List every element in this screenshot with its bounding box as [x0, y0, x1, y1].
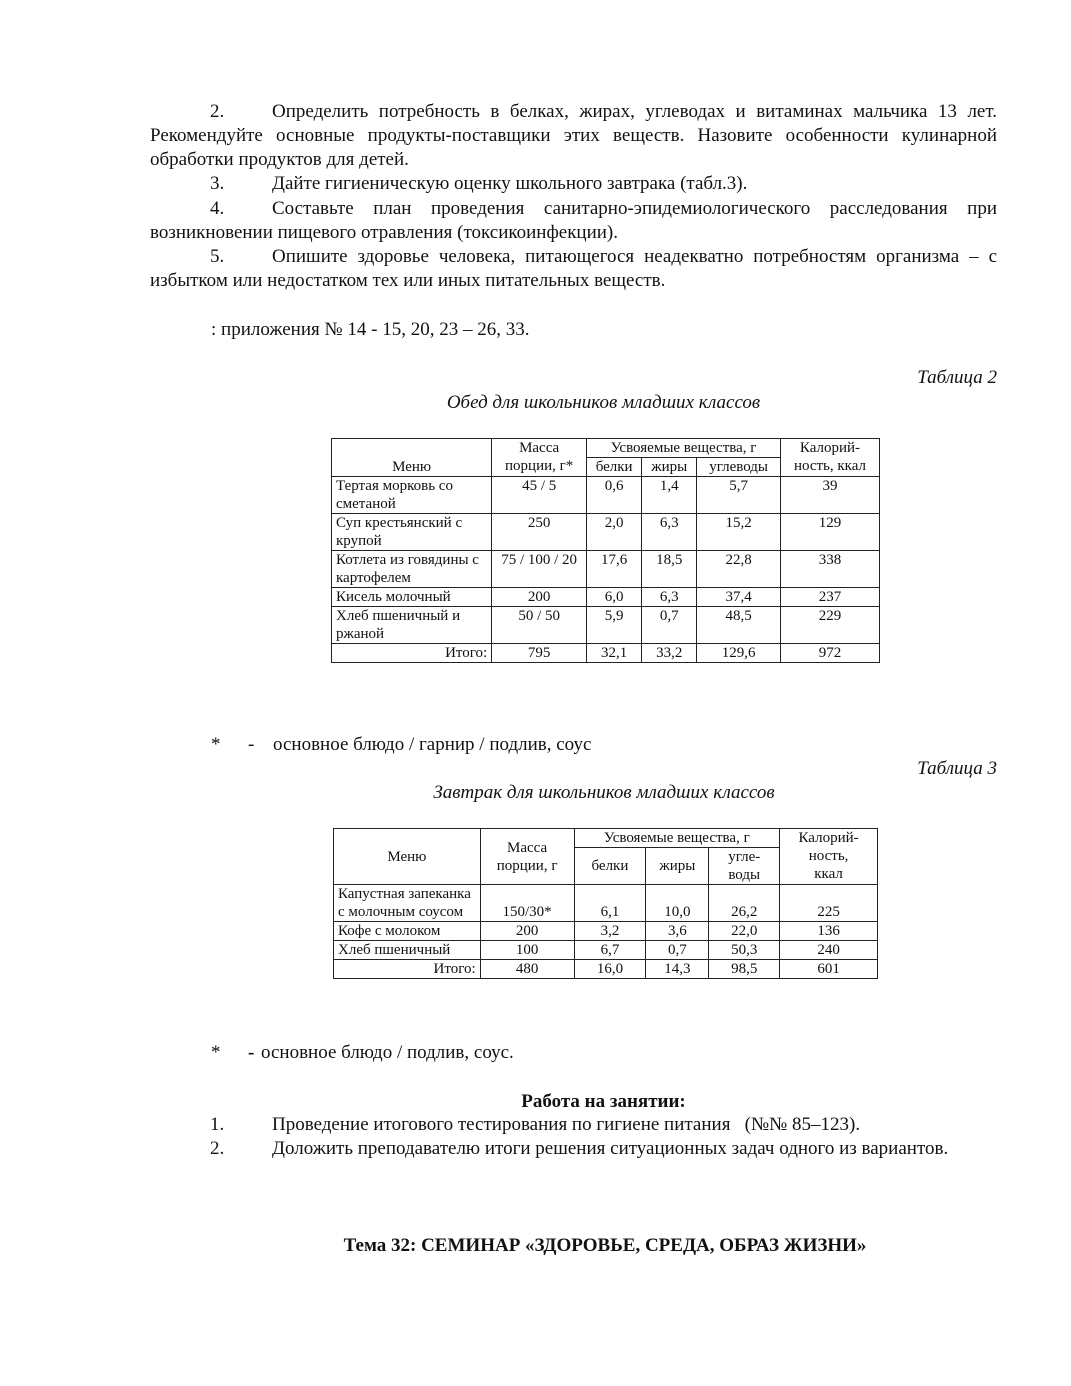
item-text: Опишите здоровье человека, питающегося неадекватно потребностям организма – с избытком или недостатком тех или иных питательных веществ.: [150, 246, 997, 291]
cell-mass: 200: [480, 922, 574, 941]
footnote3-star: *: [211, 1042, 221, 1063]
cell-menu: Тертая морковь со сметаной: [332, 477, 492, 514]
cell-carbs: 22,8: [697, 551, 781, 588]
header-fat: жиры: [642, 458, 697, 477]
cell-carbs: 50,3: [709, 941, 780, 960]
header-menu: Меню: [334, 829, 481, 885]
table3-caption: Завтрак для школьников младших классов: [433, 782, 775, 803]
intro-item-3: [150, 172, 997, 196]
cell-menu: Капустная запеканка с молочным соусом: [334, 885, 481, 922]
cell-carbs: 26,2: [709, 885, 780, 922]
cell-menu: Хлеб пшеничный и ржаной: [332, 607, 492, 644]
table2: [331, 438, 880, 663]
table3-label: Таблица 3: [917, 758, 997, 779]
cell-mass: 75 / 100 / 20: [492, 551, 587, 588]
total-protein: 32,1: [587, 644, 642, 663]
table-row: [332, 514, 880, 551]
cell-menu: Котлета из говядины с картофелем: [332, 551, 492, 588]
cell-kcal: 136: [780, 922, 878, 941]
intro-item-4: [150, 197, 997, 245]
total-carbs: 98,5: [709, 960, 780, 979]
cell-protein: 6,7: [574, 941, 646, 960]
header-nutrients: Усвояемые вещества, г: [574, 829, 780, 848]
cell-protein: 5,9: [587, 607, 642, 644]
cell-mass: 100: [480, 941, 574, 960]
cell-kcal: 39: [780, 477, 879, 514]
header-protein: белки: [587, 458, 642, 477]
cell-protein: 6,1: [574, 885, 646, 922]
item-text: Проведение итогового тестирования по гигиене питания (№№ 85–123).: [272, 1114, 861, 1135]
table-row: [332, 607, 880, 644]
cell-carbs: 48,5: [697, 607, 781, 644]
header-menu: Меню: [332, 439, 492, 477]
table-row: [334, 922, 878, 941]
header-mass: Масса порции, г*: [492, 439, 587, 477]
total-label: Итого:: [334, 960, 481, 979]
table2-label: Таблица 2: [917, 367, 997, 388]
cell-mass: 150/30*: [480, 885, 574, 922]
item-number: 3.: [210, 173, 225, 194]
header-carbs: углеводы: [697, 458, 781, 477]
item-text: Доложить преподавателю итоги решения ситуационных задач одного из вариантов.: [272, 1138, 949, 1159]
cell-protein: 3,2: [574, 922, 646, 941]
footnote3-text: основное блюдо / подлив, соус.: [261, 1042, 514, 1063]
item-text: Дайте гигиеническую оценку школьного завтрака (табл.3).: [272, 173, 748, 194]
footnote2-text: основное блюдо / гарнир / подлив, соус: [273, 734, 592, 755]
header-protein: белки: [574, 848, 646, 885]
appendix-reference: : приложения № 14 - 15, 20, 23 – 26, 33.: [211, 319, 530, 340]
cell-kcal: 225: [780, 885, 878, 922]
cell-mass: 45 / 5: [492, 477, 587, 514]
cell-fat: 10,0: [646, 885, 709, 922]
cell-menu: Кофе с молоком: [334, 922, 481, 941]
item-text: Составьте план проведения санитарно-эпидемиологического расследования при возникновении пищевого отравления (токсикоинфекции).: [150, 198, 997, 243]
cell-fat: 3,6: [646, 922, 709, 941]
work-item-2: [150, 1137, 997, 1161]
cell-carbs: 22,0: [709, 922, 780, 941]
item-number: 2.: [210, 1138, 225, 1159]
item-number: 2.: [210, 101, 225, 122]
cell-menu: Хлеб пшеничный: [334, 941, 481, 960]
total-protein: 16,0: [574, 960, 646, 979]
cell-mass: 200: [492, 588, 587, 607]
table-row: [334, 941, 878, 960]
total-label: Итого:: [332, 644, 492, 663]
intro-item-2: [150, 100, 997, 172]
header-mass: Масса порции, г: [480, 829, 574, 885]
total-mass: 480: [480, 960, 574, 979]
item-text: Определить потребность в белках, жирах, углеводах и витаминах мальчика 13 лет. Рекомендуйте основные продукты-поставщики этих веществ. Назовите особенности кулинарной обработки продуктов для детей.: [150, 101, 997, 170]
cell-carbs: 37,4: [697, 588, 781, 607]
header-carbs: угле- воды: [709, 848, 780, 885]
cell-menu: Суп крестьянский с крупой: [332, 514, 492, 551]
item-number: 1.: [210, 1114, 225, 1135]
cell-kcal: 240: [780, 941, 878, 960]
cell-protein: 2,0: [587, 514, 642, 551]
cell-menu: Кисель молочный: [332, 588, 492, 607]
cell-kcal: 229: [780, 607, 879, 644]
cell-fat: 1,4: [642, 477, 697, 514]
cell-protein: 6,0: [587, 588, 642, 607]
total-fat: 33,2: [642, 644, 697, 663]
cell-kcal: 237: [780, 588, 879, 607]
footnote2-star: *: [211, 734, 221, 755]
table-total-row: [334, 960, 878, 979]
table-row: [332, 477, 880, 514]
table-total-row: [332, 644, 880, 663]
table-row: [332, 551, 880, 588]
cell-protein: 0,6: [587, 477, 642, 514]
cell-mass: 250: [492, 514, 587, 551]
table3: [333, 828, 878, 979]
item-number: 5.: [210, 246, 225, 267]
cell-protein: 17,6: [587, 551, 642, 588]
header-kcal: Калорий- ность, ккал: [780, 829, 878, 885]
cell-carbs: 15,2: [697, 514, 781, 551]
cell-fat: 0,7: [646, 941, 709, 960]
total-fat: 14,3: [646, 960, 709, 979]
topic-heading: Тема 32: СЕМИНАР «ЗДОРОВЬЕ, СРЕДА, ОБРАЗ ЖИЗНИ»: [343, 1235, 867, 1256]
header-kcal: Калорий- ность, ккал: [780, 439, 879, 477]
total-kcal: 601: [780, 960, 878, 979]
total-kcal: 972: [780, 644, 879, 663]
work-section-heading: Работа на занятии:: [521, 1091, 686, 1112]
table-row: [332, 588, 880, 607]
footnote3-dash: -: [248, 1042, 255, 1063]
header-fat: жиры: [646, 848, 709, 885]
cell-fat: 6,3: [642, 514, 697, 551]
cell-kcal: 338: [780, 551, 879, 588]
cell-fat: 0,7: [642, 607, 697, 644]
work-item-1: [150, 1113, 997, 1137]
total-mass: 795: [492, 644, 587, 663]
total-carbs: 129,6: [697, 644, 781, 663]
header-nutrients: Усвояемые вещества, г: [587, 439, 781, 458]
table-header-row: [334, 829, 878, 848]
table2-caption: Обед для школьников младших классов: [446, 392, 761, 413]
table-header-row: [332, 439, 880, 458]
cell-kcal: 129: [780, 514, 879, 551]
cell-fat: 6,3: [642, 588, 697, 607]
table-row: [334, 885, 878, 922]
intro-item-5: [150, 245, 997, 293]
cell-fat: 18,5: [642, 551, 697, 588]
footnote2-dash: -: [248, 734, 255, 755]
cell-carbs: 5,7: [697, 477, 781, 514]
item-number: 4.: [210, 198, 225, 219]
cell-mass: 50 / 50: [492, 607, 587, 644]
